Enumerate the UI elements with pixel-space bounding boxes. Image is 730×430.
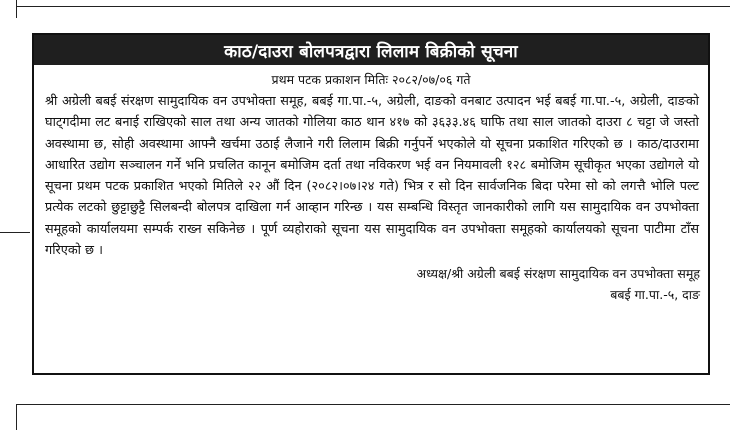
top-left-border-line xyxy=(16,0,17,18)
bottom-divider-line xyxy=(16,404,730,405)
notice-box xyxy=(32,33,710,375)
publication-date-line: प्रथम पटक प्रकाशन मितिः २०८२/०७/०६ गते xyxy=(271,72,471,87)
notice-title-bar xyxy=(34,35,708,65)
top-divider-line xyxy=(16,6,730,7)
notice-body: श्री अग्रेली बबई संरक्षण सामुदायिक वन उपभोक्ता समूह, बबई गा.पा.-५, अग्रेली, दाङको वनबाट उत्पादन भई बबई गा.पा.-५, अग्रेली, दाङको घाट्गदीमा लट बनाई राखिएको साल तथा अन्य जातको गोलिया काठ थान ४१७ को ३६३३.४६ घाफि तथा साल जातको दाउरा ८ चट्टा जे जस्तो अवस्थामा छ, सोही अवस्थामा आफ्नै खर्चमा उठाई लैजाने गरी लिलाम बिक्री गर्नुपर्ने भएकोले यो सूचना प्रकाशित गरिएको छ । काठ/दाउरामा आधारित उद्योग सञ्चालन गर्ने भनि प्रचलित कानून बमोजिम दर्ता तथा नविकरण भई वन नियमावली १२८ बमोजिम सूचीकृत भएका उद्योगले यो सूचना प्रथम पटक प्रकाशित भएको मितिले २२ औं दिन (२०८२।०७।२४ गते) भित्र र सो दिन सार्वजनिक बिदा परेमा सो को लगत्तै भोलि पल्ट प्रत्येक लटको छुट्टाछुट्टै सिलबन्दी बोलपत्र दाखिला गर्न आव्हान गरिन्छ । यस सम्बन्धि विस्तृत जानकारीको लागि यस सामुदायिक वन उपभोक्ता समूहको कार्यालयमा सम्पर्क राख्न सकिनेछ । पूर्ण व्यहोराको सूचना यस सामुदायिक वन उपभोक्ता समूहको कार्यालयको सूचना पाटीमा टाँस गरिएको छ । xyxy=(45,94,699,259)
signature-address: बबई गा.पा.-५, दाङ xyxy=(610,287,700,303)
left-margin-tick xyxy=(0,232,30,233)
signature-title: अध्यक्ष/श्री अग्रेली बबई संरक्षण सामुदायिक वन उपभोक्ता समूह xyxy=(416,266,700,282)
notice-title: काठ/दाउरा बोलपत्रद्वारा लिलाम बिक्रीको सूचना xyxy=(224,41,518,62)
bottom-left-border-line xyxy=(16,404,17,430)
